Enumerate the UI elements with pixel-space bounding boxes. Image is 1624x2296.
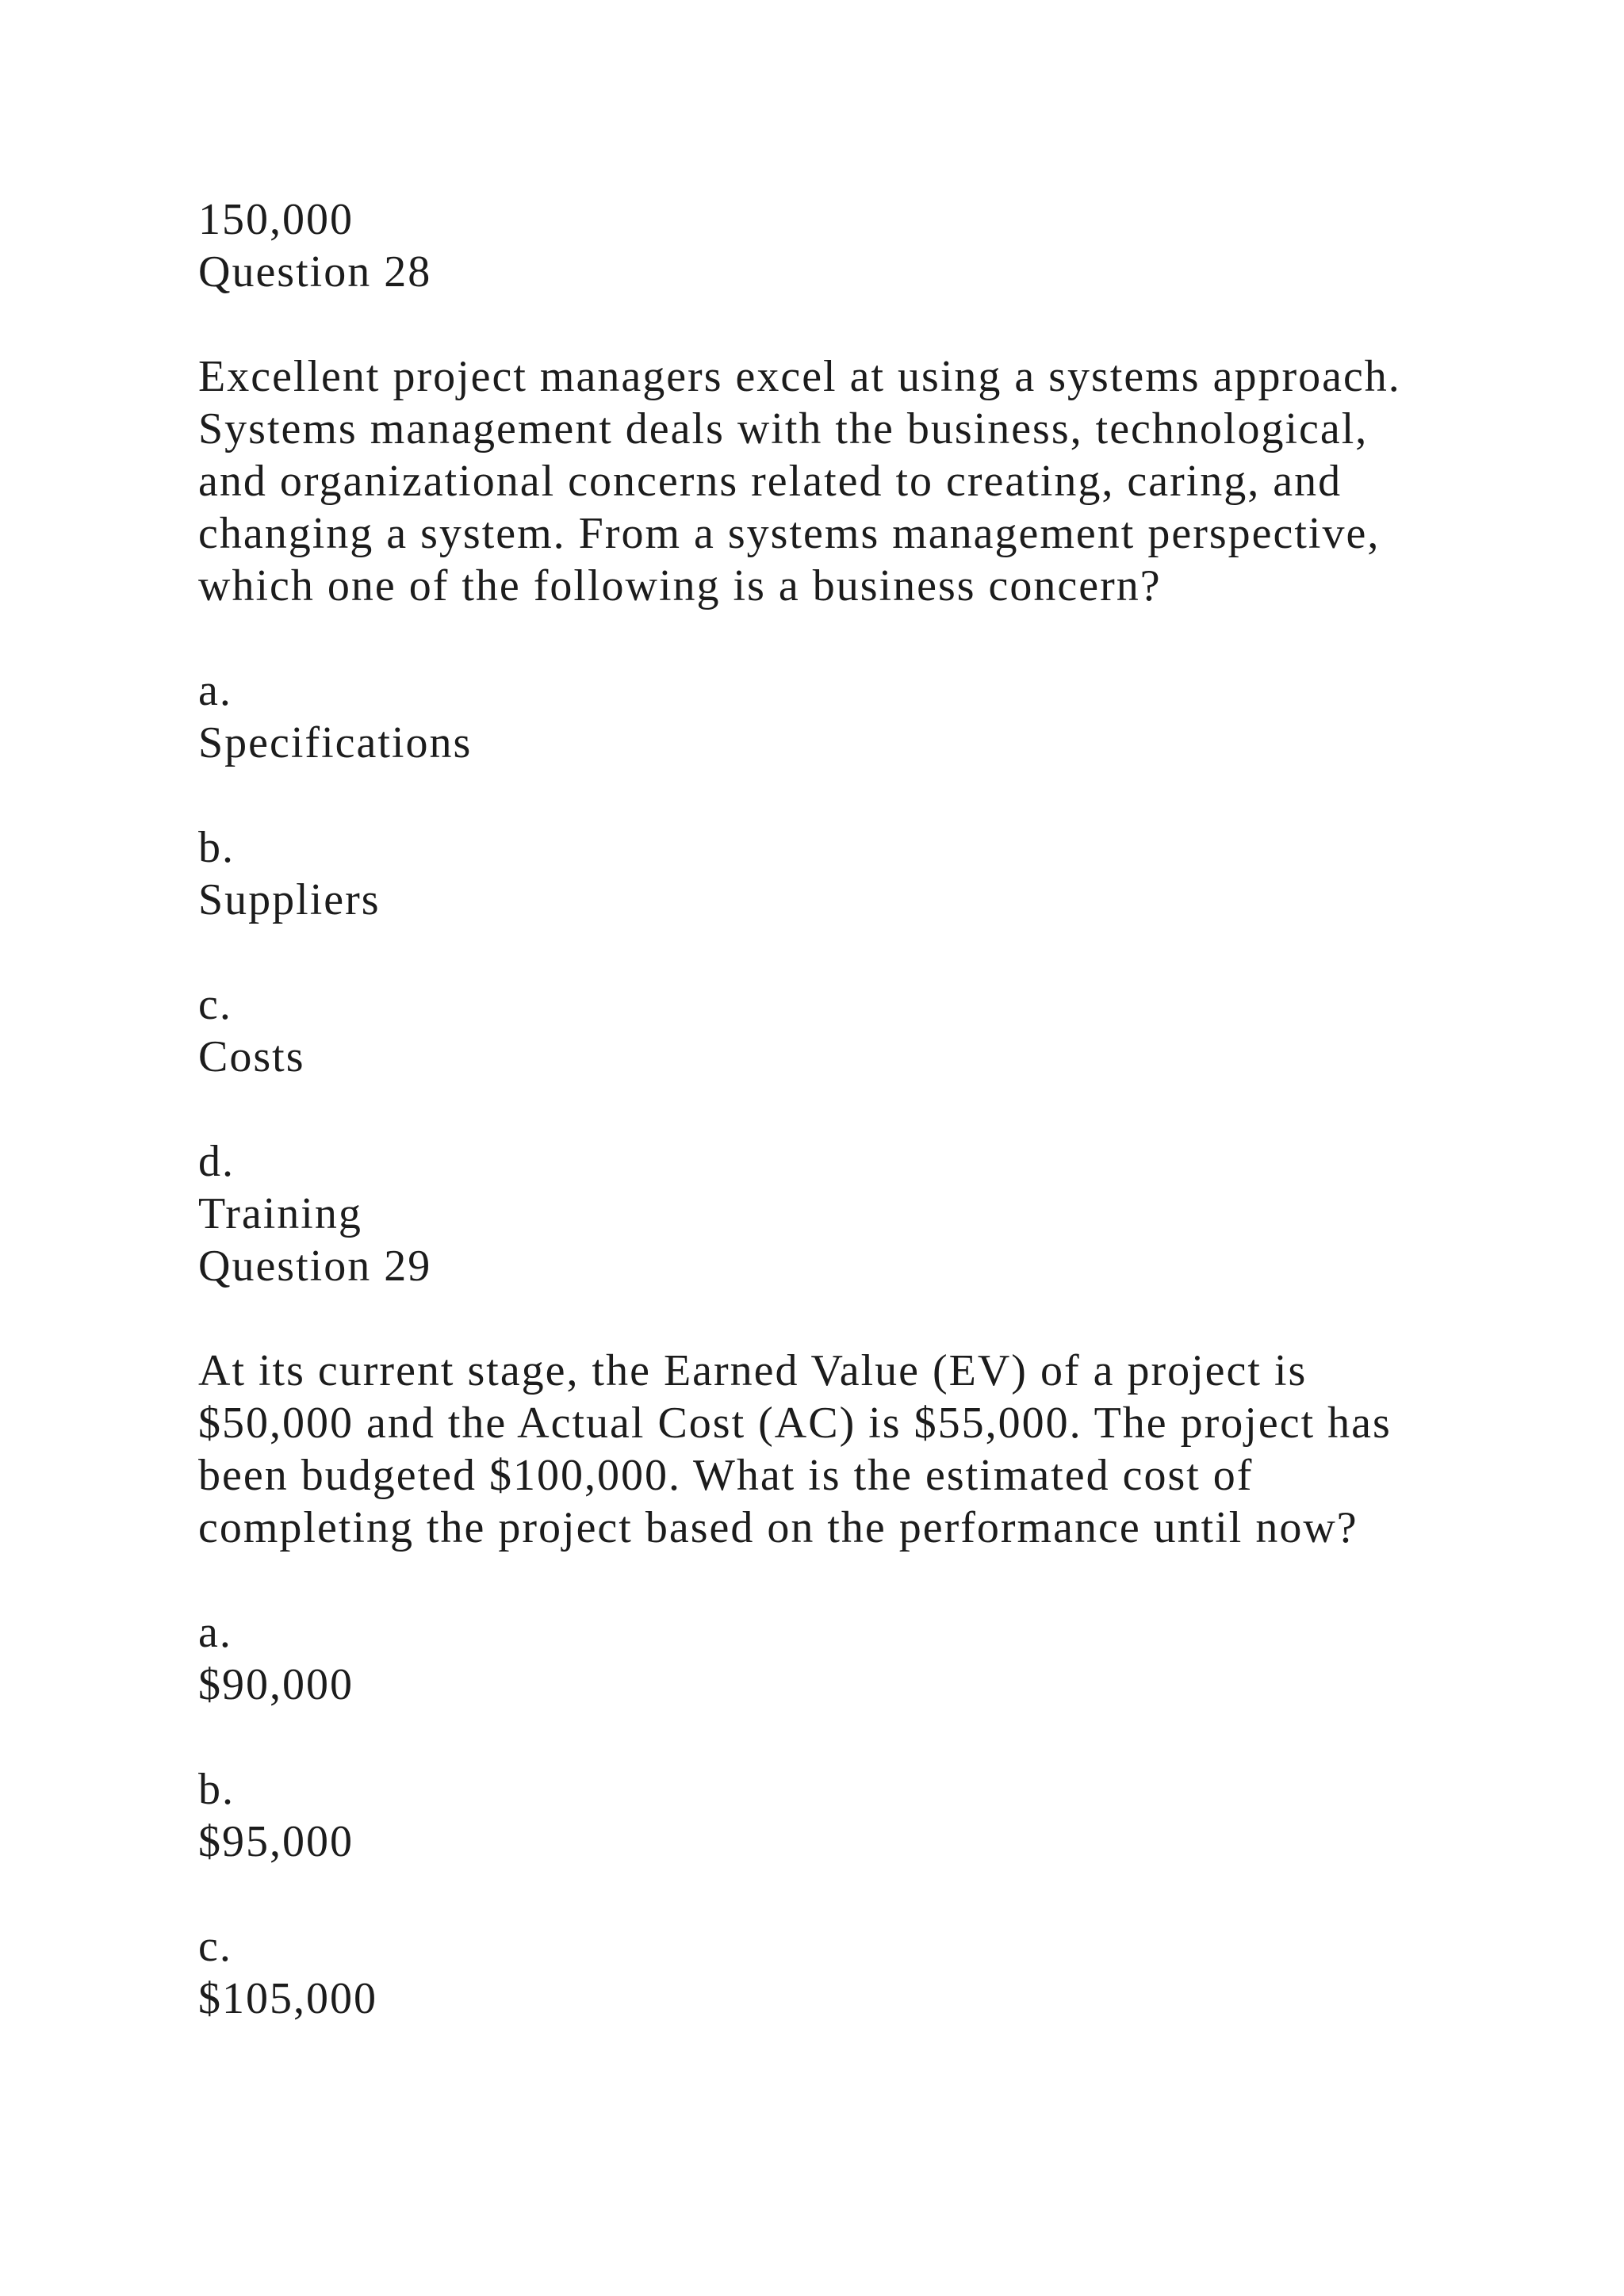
question-title: Question 29 — [198, 1242, 432, 1291]
stem-line: At its current stage, the Earned Value (EV) of a project is — [198, 1346, 1308, 1395]
answer-option-d[interactable] — [198, 1135, 1483, 1240]
answer-option-a[interactable] — [198, 1606, 1483, 1711]
answer-option-b[interactable] — [198, 821, 1483, 926]
stem-line: which one of the following is a business concern? — [198, 561, 1162, 610]
question-29 — [198, 1240, 1483, 2025]
answer-option-c[interactable] — [198, 978, 1483, 1083]
option-text: $95,000 — [198, 1817, 354, 1866]
option-letter: a. — [198, 666, 232, 715]
option-text: $105,000 — [198, 1974, 377, 2023]
question-stem — [198, 350, 1483, 612]
answer-option-a[interactable] — [198, 664, 1483, 769]
previous-answer-value: 150,000 — [198, 195, 354, 244]
option-text: Suppliers — [198, 875, 381, 924]
option-letter: a. — [198, 1608, 232, 1657]
answer-option-b[interactable] — [198, 1763, 1483, 1868]
stem-line: completing the project based on the performance until now? — [198, 1503, 1358, 1552]
answer-options — [198, 664, 1483, 1240]
option-text: Training — [198, 1189, 362, 1238]
option-text: Costs — [198, 1032, 305, 1081]
option-text: Specifications — [198, 718, 473, 767]
stem-line: Systems management deals with the business, technological, — [198, 404, 1369, 453]
stem-line: and organizational concerns related to creating, caring, and — [198, 457, 1342, 506]
option-text: $90,000 — [198, 1660, 354, 1709]
question-title: Question 28 — [198, 247, 432, 297]
stem-line: Excellent project managers excel at using a systems approach. — [198, 352, 1401, 401]
answer-options — [198, 1606, 1483, 2025]
option-letter: c. — [198, 980, 232, 1029]
stem-line: $50,000 and the Actual Cost (AC) is $55,000. The project has — [198, 1399, 1392, 1448]
question-28 — [198, 246, 1483, 1240]
stem-line: changing a system. From a systems management perspective, — [198, 509, 1381, 558]
question-stem — [198, 1345, 1483, 1554]
option-letter: c. — [198, 1922, 232, 1971]
option-letter: d. — [198, 1137, 235, 1186]
stem-line: been budgeted $100,000. What is the estimated cost of — [198, 1451, 1254, 1500]
document-page — [198, 193, 1483, 2025]
answer-option-c[interactable] — [198, 1920, 1483, 2025]
option-letter: b. — [198, 1765, 235, 1814]
option-letter: b. — [198, 823, 235, 872]
